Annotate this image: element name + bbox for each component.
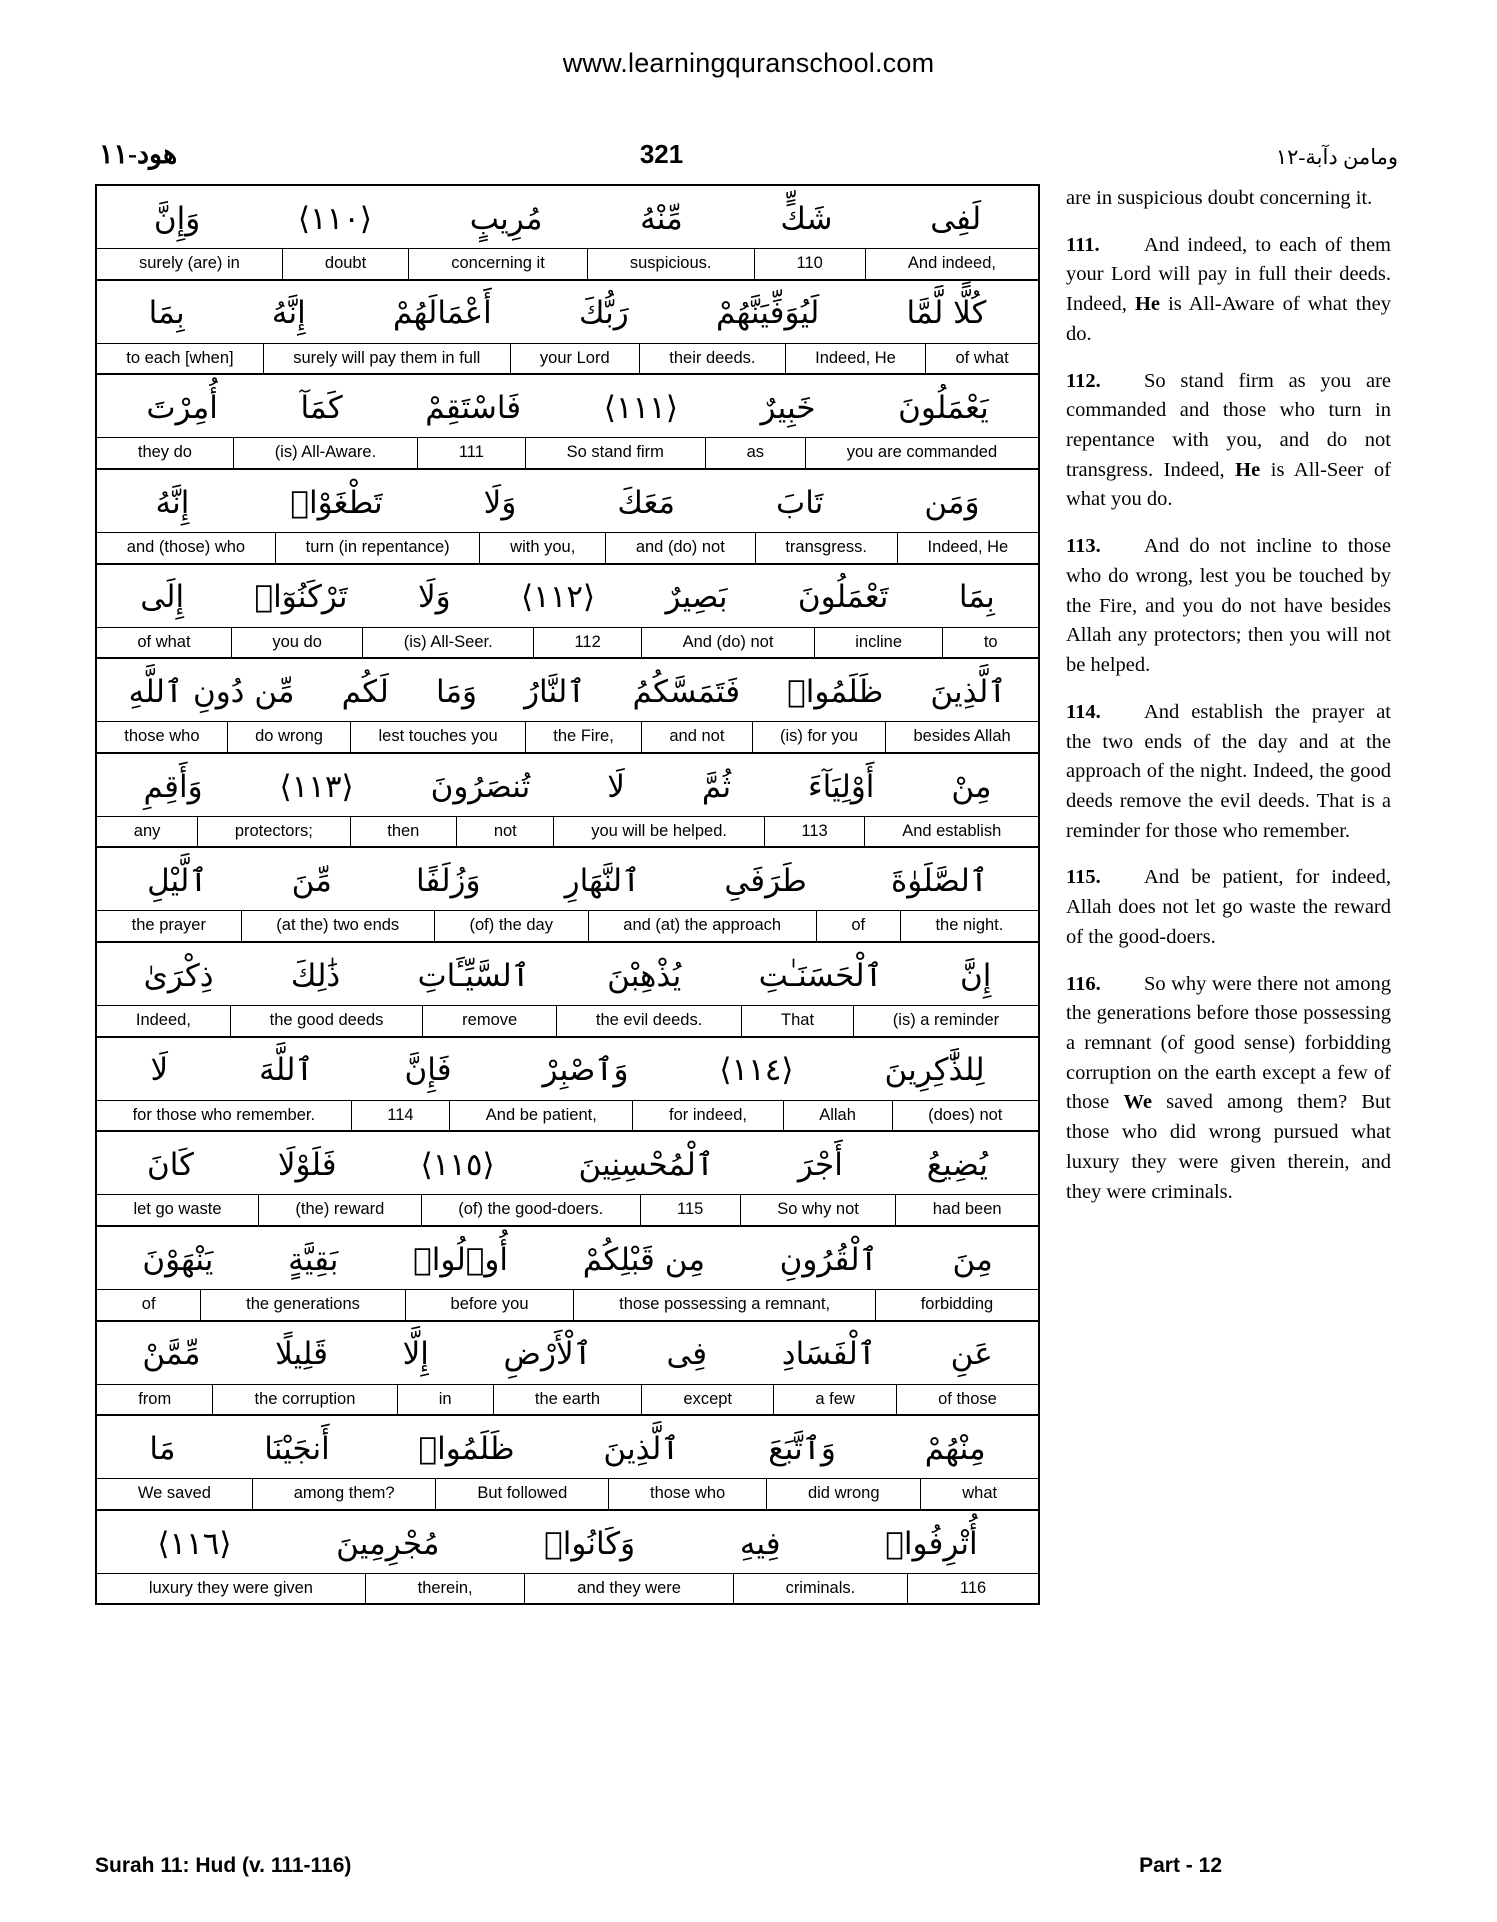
gloss-row [97, 1384, 1038, 1415]
gloss-cell: and (do) not [605, 533, 755, 563]
gloss-row [97, 1005, 1038, 1036]
quran-line [97, 754, 1038, 849]
arabic-word: ٱلْأَرْضِ [503, 1336, 592, 1373]
arabic-word: ٱلَّذِينَ [930, 673, 1007, 710]
gloss-cell: those possessing a remnant, [573, 1290, 875, 1320]
gloss-cell: lest touches you [350, 722, 525, 752]
gloss-cell: And indeed, [865, 249, 1038, 279]
arabic-word: مُجْرِمِينَ [336, 1525, 440, 1562]
arabic-word: ٱلنَّارُ [524, 673, 586, 710]
arabic-word: يَعْمَلُونَ [898, 390, 989, 426]
arabic-word: أُو۟لُوا۟ [413, 1241, 508, 1278]
gloss-cell: And establish [864, 817, 1038, 847]
arabic-word: فَإِنَّ [404, 1052, 452, 1089]
gloss-cell: besides Allah [885, 722, 1038, 752]
arabic-word: مِّنْهُ [640, 200, 683, 237]
header-surah-name: هود-١١ [99, 139, 178, 169]
arabic-word: وَلَا [483, 484, 517, 521]
gloss-cell: (at the) two ends [241, 911, 434, 941]
gloss-cell: protectors; [197, 817, 349, 847]
arabic-word: ٱلْحَسَنَـٰتِ [758, 957, 883, 994]
gloss-cell: remove [422, 1006, 556, 1036]
arabic-word: إِنَّهُ [271, 295, 306, 332]
gloss-cell: of what [137, 632, 191, 651]
gloss-cell: with you, [479, 533, 605, 563]
arabic-word: مِّمَّنْ [142, 1336, 201, 1373]
arabic-word: تُنصَرُونَ [430, 768, 531, 805]
gloss-cell: therein, [365, 1574, 525, 1604]
arabic-word: ⟨١١٥⟩ [420, 1147, 495, 1183]
arabic-word: ٱلْقُرُونِ [779, 1241, 878, 1278]
arabic-word: فَلَوْلَا [277, 1147, 337, 1183]
gloss-cell: then [350, 817, 457, 847]
site-url: www.learningquranschool.com [562, 48, 935, 78]
arabic-word: ٱلسَّيِّـَٔاتِ [417, 957, 530, 994]
arabic-word: ظَلَمُوا۟ [418, 1430, 515, 1467]
arabic-word: وَأَقِمِ [143, 768, 203, 805]
translation-text: So stand firm as you are commanded and those who turn in repentance with you, and do not transgress. Indeed, He is All-Seer of what you do. [1066, 369, 1391, 511]
gloss-row [97, 1289, 1038, 1320]
gloss-cell: you will be helped. [553, 817, 763, 847]
arabic-row [97, 1322, 1038, 1384]
gloss-cell: 115 [640, 1195, 740, 1225]
gloss-cell: the earth [493, 1385, 641, 1415]
arabic-row [97, 470, 1038, 532]
quran-line [97, 186, 1038, 281]
arabic-word: لَكُم [341, 673, 389, 710]
arabic-word: مِنْ [951, 768, 992, 805]
arabic-word: أَعْمَالَهُمْ [392, 295, 492, 332]
gloss-row [97, 248, 1038, 279]
translation-paragraph [1066, 231, 1391, 350]
gloss-row [97, 1194, 1038, 1225]
arabic-word: تَابَ [776, 484, 824, 521]
arabic-word: ذِكْرَىٰ [143, 957, 214, 994]
arabic-word: مُرِيبٍ [469, 200, 543, 237]
gloss-row [97, 437, 1038, 468]
arabic-word: يُذْهِبْنَ [607, 957, 682, 994]
arabic-row [97, 281, 1038, 343]
arabic-word: بَقِيَّةٍ [288, 1241, 339, 1278]
arabic-word: إِلَى [140, 579, 185, 616]
arabic-word: مِّنَ [291, 863, 332, 900]
translation-paragraph [1066, 863, 1391, 952]
gloss-cell: surely will pay them in full [263, 344, 510, 374]
arabic-word: إِنَّهُ [155, 484, 190, 521]
quran-line [97, 659, 1038, 754]
arabic-word: تَرْكَنُوٓا۟ [254, 579, 348, 616]
arabic-word: تَطْغَوْا۟ [290, 484, 383, 521]
arabic-row [97, 375, 1038, 437]
gloss-cell: do wrong [227, 722, 350, 752]
arabic-word: لِلذَّٰكِرِينَ [884, 1052, 985, 1089]
gloss-cell: had been [895, 1195, 1038, 1225]
quran-line [97, 1227, 1038, 1322]
quran-line [97, 1132, 1038, 1227]
translation-text: So why were there not among the generations before those possessing a remnant (of good sense) forbidding corruption on the earth except a few of those We saved among them? But those who did wrong pursued what luxury they were given therein, and they were criminals. [1066, 972, 1391, 1203]
arabic-word: بِمَا [148, 295, 185, 332]
arabic-word: لَفِى [930, 200, 982, 237]
gloss-cell: those who [608, 1479, 766, 1509]
arabic-word: وَمَن [924, 484, 980, 521]
gloss-cell: the prayer [131, 916, 206, 935]
quran-line [97, 565, 1038, 660]
arabic-word: ⟨١١٣⟩ [279, 768, 354, 805]
gloss-cell: (of) the day [434, 911, 588, 941]
gloss-row [97, 1573, 1038, 1604]
translation-text: And do not incline to those who do wrong, lest you be touched by the Fire, and you do not have besides Allah any protectors; then you will not be helped. [1066, 535, 1391, 677]
arabic-word: وَمَا [435, 673, 477, 710]
arabic-word: وَٱتَّبَعَ [768, 1430, 836, 1467]
arabic-word: ظَلَمُوا۟ [787, 673, 884, 710]
arabic-word: ٱللَّهَ [259, 1052, 314, 1089]
arabic-word: عَنِ [950, 1336, 993, 1373]
gloss-cell: what [920, 1479, 1038, 1509]
translation-text: And be patient, for indeed, Allah does not let go waste the reward of the good-doers. [1066, 866, 1391, 948]
quran-line [97, 1038, 1038, 1133]
gloss-cell: the night. [900, 911, 1038, 941]
arabic-row [97, 1227, 1038, 1289]
arabic-word: قَلِيلًا [275, 1336, 328, 1373]
arabic-row [97, 186, 1038, 248]
gloss-cell: 110 [754, 249, 865, 279]
arabic-word: ٱلْمُحْسِنِينَ [578, 1147, 715, 1183]
translation-text: are in suspicious doubt concerning it. [1066, 187, 1373, 209]
gloss-cell: (is) All-Seer. [362, 628, 533, 658]
arabic-word: مِنْهُمْ [924, 1430, 986, 1467]
footer-surah-reference: Surah 11: Hud (v. 111-116) [95, 1854, 352, 1877]
arabic-word: فَاسْتَقِمْ [425, 390, 522, 426]
arabic-word: كُلًّا لَّمَّا [906, 295, 987, 332]
gloss-cell: incline [814, 628, 943, 658]
gloss-cell: 111 [417, 438, 525, 468]
gloss-cell: not [456, 817, 553, 847]
arabic-word: ٱلَّذِينَ [603, 1430, 680, 1467]
gloss-cell: you are commanded [805, 438, 1038, 468]
gloss-cell: (the) reward [258, 1195, 421, 1225]
gloss-cell: and (those) who [126, 537, 246, 556]
gloss-cell: and not [641, 722, 752, 752]
quran-line [97, 848, 1038, 943]
gloss-cell: except [641, 1385, 773, 1415]
gloss-cell: as [705, 438, 805, 468]
gloss-cell: of [816, 911, 900, 941]
gloss-cell: from [138, 1389, 172, 1408]
verse-number: 114. [1066, 700, 1101, 723]
arabic-word: وَلَا [417, 579, 451, 616]
gloss-cell: And be patient, [449, 1101, 632, 1131]
arabic-word: رَبُّكَ [579, 295, 629, 332]
arabic-word: أُمِرْتَ [146, 390, 218, 426]
arabic-word: تَعْمَلُونَ [797, 579, 889, 616]
gloss-row [97, 343, 1038, 374]
arabic-word: فِيهِ [739, 1525, 781, 1562]
quran-line [97, 943, 1038, 1038]
gloss-cell: doubt [282, 249, 408, 279]
arabic-word: كَمَآ [300, 390, 343, 426]
gloss-row [97, 816, 1038, 847]
arabic-word: وَٱصْبِرْ [542, 1052, 629, 1089]
quran-line [97, 1322, 1038, 1417]
arabic-word: فَتَمَسَّكُمُ [632, 673, 741, 710]
arabic-word: شَكٍّ [780, 200, 833, 237]
arabic-word: مِنَ [952, 1241, 993, 1278]
arabic-word: إِلَّا [402, 1336, 429, 1373]
gloss-cell: Allah [783, 1101, 892, 1131]
gloss-row [97, 532, 1038, 563]
gloss-cell: to each [when] [126, 348, 234, 367]
gloss-cell: 116 [907, 1574, 1038, 1604]
arabic-word: يُضِيعُ [926, 1147, 989, 1183]
gloss-cell: among them? [252, 1479, 436, 1509]
arabic-word: مَا [149, 1430, 176, 1467]
arabic-word: مِن قَبْلِكُمْ [582, 1241, 705, 1278]
arabic-word: وَزُلَفًا [415, 863, 481, 900]
arabic-word: فِى [666, 1336, 708, 1373]
translation-paragraph [1066, 184, 1391, 214]
gloss-cell: and (at) the approach [588, 911, 816, 941]
page-footer [95, 1854, 1402, 1878]
quran-line [97, 375, 1038, 470]
gloss-cell: the good deeds [230, 1006, 423, 1036]
arabic-word: ثُمَّ [701, 768, 732, 805]
quran-word-by-word-table [95, 184, 1040, 1605]
quran-line [97, 470, 1038, 565]
gloss-cell: So why not [740, 1195, 896, 1225]
gloss-cell: they do [137, 443, 192, 462]
arabic-word: ٱلَّيْلِ [147, 863, 208, 900]
gloss-row [97, 627, 1038, 658]
gloss-cell: 112 [533, 628, 641, 658]
arabic-row [97, 565, 1038, 627]
verse-number: 111. [1066, 233, 1100, 256]
translation-paragraph [1066, 532, 1391, 681]
gloss-cell: Indeed, He [785, 344, 925, 374]
gloss-cell: did wrong [766, 1479, 920, 1509]
gloss-cell: of [141, 1294, 156, 1313]
gloss-cell: any [133, 821, 161, 840]
gloss-cell: the evil deeds. [556, 1006, 741, 1036]
translation-text: And indeed, to each of them your Lord will pay in full their deeds. Indeed, He is All-Aware of what they do. [1066, 233, 1391, 345]
gloss-cell: Indeed, [135, 1011, 191, 1029]
arabic-row [97, 1511, 1038, 1573]
arabic-word: لَا [607, 768, 625, 805]
arabic-row [97, 848, 1038, 910]
gloss-cell: turn (in repentance) [275, 533, 480, 563]
gloss-cell: the corruption [212, 1385, 396, 1415]
gloss-cell: those who [124, 727, 200, 746]
gloss-cell: a few [773, 1385, 896, 1415]
gloss-cell: So stand firm [525, 438, 705, 468]
verse-number: 113. [1066, 535, 1101, 558]
gloss-cell: Indeed, He [897, 533, 1038, 563]
gloss-cell: (is) for you [752, 722, 885, 752]
arabic-row [97, 1132, 1038, 1194]
gloss-cell: of what [925, 344, 1038, 374]
footer-part-reference: Part - 12 [1139, 1854, 1222, 1877]
gloss-row [97, 1100, 1038, 1131]
translation-paragraph [1066, 367, 1391, 516]
gloss-cell: (is) All-Aware. [233, 438, 417, 468]
arabic-word: ذَٰلِكَ [290, 957, 341, 994]
gloss-row [97, 1478, 1038, 1509]
page-number: 321 [639, 139, 684, 169]
arabic-word: مِّن دُونِ ٱللَّهِ [128, 673, 295, 710]
arabic-row [97, 943, 1038, 1005]
quran-line [97, 1511, 1038, 1604]
gloss-cell: 114 [351, 1101, 450, 1131]
quran-line [97, 1416, 1038, 1511]
arabic-word: ⟨١١٢⟩ [520, 579, 596, 616]
translation-column [1066, 184, 1391, 1224]
verse-number: 116. [1066, 972, 1101, 995]
arabic-word: كَانَ [146, 1147, 194, 1183]
gloss-cell: in [397, 1385, 493, 1415]
gloss-cell: And (do) not [641, 628, 814, 658]
page-header [95, 139, 1402, 170]
gloss-cell: (of) the good-doers. [421, 1195, 640, 1225]
gloss-cell: concerning it [408, 249, 587, 279]
gloss-cell: for indeed, [632, 1101, 782, 1131]
arabic-word: لَيُوَفِّيَنَّهُمْ [716, 295, 820, 332]
gloss-cell: surely (are) in [138, 254, 240, 272]
gloss-cell: But followed [435, 1479, 608, 1509]
arabic-word: ⟨١١٦⟩ [157, 1525, 232, 1562]
gloss-cell: and they were [524, 1574, 732, 1604]
arabic-word: لَا [150, 1052, 169, 1089]
arabic-word: أَنجَيْنَا [264, 1430, 330, 1467]
arabic-word: ⟨١١٠⟩ [297, 200, 373, 237]
gloss-cell: criminals. [733, 1574, 907, 1604]
arabic-word: بِمَا [958, 579, 995, 616]
gloss-cell: forbidding [875, 1290, 1038, 1320]
arabic-word: خَبِيرٌ [760, 390, 816, 426]
quran-line [97, 281, 1038, 376]
gloss-cell: suspicious. [587, 249, 754, 279]
gloss-cell: let go waste [133, 1200, 222, 1219]
arabic-row [97, 1038, 1038, 1100]
arabic-word: ⟨١١٤⟩ [719, 1052, 794, 1089]
gloss-cell: their deeds. [639, 344, 785, 374]
gloss-cell: 113 [764, 817, 865, 847]
translation-text: And establish the prayer at the two ends of the day and at the approach of the night. Indeed, the good deeds remove the evil deeds. That is a reminder for those who remember. [1066, 700, 1391, 842]
gloss-row [97, 910, 1038, 941]
arabic-word: وَكَانُوا۟ [544, 1525, 636, 1562]
translation-paragraph [1066, 970, 1391, 1208]
verse-number: 115. [1066, 866, 1101, 889]
arabic-word: أَجْرَ [797, 1147, 843, 1183]
gloss-cell: to [942, 628, 1038, 658]
gloss-cell: your Lord [510, 344, 639, 374]
gloss-cell: transgress. [755, 533, 897, 563]
gloss-cell: (does) not [892, 1101, 1039, 1131]
arabic-word: أُتْرِفُوا۟ [885, 1525, 978, 1562]
arabic-word: بَصِيرٌ [665, 579, 728, 616]
arabic-row [97, 659, 1038, 721]
arabic-word: ٱلصَّلَوٰةَ [890, 863, 988, 900]
arabic-word: أَوْلِيَآءَ [808, 768, 875, 805]
gloss-row [97, 721, 1038, 752]
arabic-word: ⟨١١١⟩ [603, 390, 678, 426]
arabic-word: مَعَكَ [617, 484, 676, 521]
arabic-row [97, 1416, 1038, 1478]
gloss-cell: (is) a reminder [853, 1006, 1038, 1036]
arabic-word: وَإِنَّ [153, 200, 201, 237]
arabic-word: طَرَفَىِ [724, 863, 807, 900]
gloss-cell: That [741, 1006, 853, 1036]
arabic-word: يَنْهَوْنَ [142, 1241, 214, 1278]
gloss-cell: you do [231, 628, 362, 658]
gloss-cell: before you [405, 1290, 574, 1320]
arabic-word: ٱلْفَسَادِ [781, 1336, 876, 1373]
gloss-cell: We saved [137, 1484, 211, 1503]
gloss-cell: for those who remember. [132, 1105, 316, 1124]
arabic-row [97, 754, 1038, 816]
gloss-cell: the Fire, [525, 722, 641, 752]
verse-number: 112. [1066, 369, 1101, 392]
arabic-word: إِنَّ [959, 957, 992, 994]
gloss-cell: luxury they were given [148, 1578, 313, 1597]
gloss-cell: the generations [200, 1290, 404, 1320]
gloss-cell: of those [896, 1385, 1038, 1415]
arabic-word: ٱلنَّهَارِ [564, 863, 641, 900]
header-part-name: ومامن دآبة-١٢ [1275, 145, 1398, 169]
translation-paragraph [1066, 698, 1391, 847]
